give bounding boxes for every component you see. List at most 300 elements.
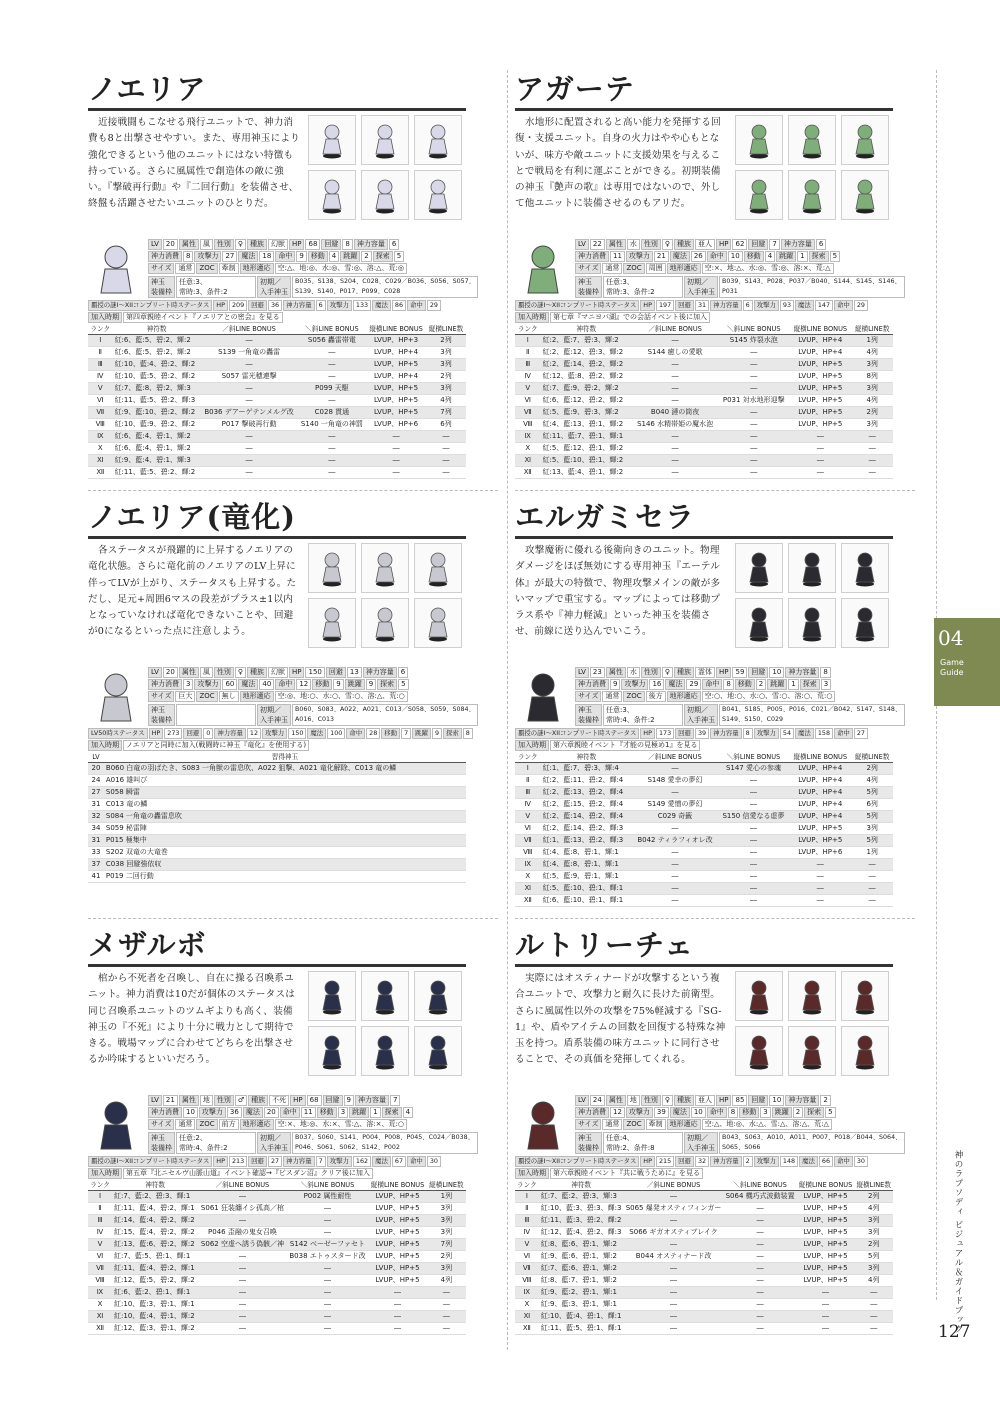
stat-label: 地形適応 (667, 263, 701, 274)
table-cell: ― (789, 431, 851, 443)
unit-sprite (361, 971, 409, 1021)
status-value: 0 (203, 728, 213, 739)
join-label: 加入時期 (88, 740, 122, 751)
table-cell: ― (427, 1299, 466, 1311)
stat-value: 62 (732, 239, 747, 250)
table-cell: ― (287, 1203, 369, 1215)
table-cell: S084 一角竜の轟雷息吹 (104, 811, 466, 823)
row-divider (515, 490, 915, 492)
stat-value: 周囲 (646, 263, 666, 274)
unit-sprite (361, 1026, 409, 1076)
stat-label: 命中 (702, 679, 722, 690)
table-cell: LVUP、HP+5 (368, 1239, 427, 1251)
status-key: 回避 (183, 728, 202, 739)
unit-sprite (788, 598, 836, 648)
table-cell: Ⅶ (515, 1263, 539, 1275)
stat-value: 22 (590, 239, 605, 250)
status-value: 30 (427, 1156, 441, 1167)
table-cell: B038 エトゥスタード改 (287, 1251, 369, 1263)
stat-value: 10 (769, 667, 784, 678)
table-row (515, 431, 893, 443)
column-header: 神符数 (541, 323, 632, 335)
sprite-grid (735, 543, 893, 648)
table-cell: Ⅰ (88, 1191, 112, 1203)
table-cell: ― (718, 883, 789, 895)
unit-sprite (841, 543, 889, 593)
table-cell: ― (298, 395, 367, 407)
stat-value: 4 (765, 251, 775, 262)
table-cell: 3列 (427, 1203, 466, 1215)
table-cell: ― (298, 431, 367, 443)
stat-label: サイズ (148, 263, 174, 274)
table-cell: ― (624, 1215, 724, 1227)
table-cell: 紅:9、藍:3、碧:1、輝:1 (539, 1299, 624, 1311)
table-cell: ― (287, 1263, 369, 1275)
table-cell: ― (201, 335, 298, 347)
table-cell: ― (724, 1263, 797, 1275)
status-value: 173 (656, 728, 674, 739)
gem-row (575, 704, 906, 726)
gem-slot-label: 神玉 装備枠 (148, 704, 175, 726)
table-cell: S057 雷光穂連撃 (201, 371, 298, 383)
table-cell: LVUP、HP+5 (366, 383, 426, 395)
table-cell: A016 雄叫び (104, 775, 466, 787)
table-cell: P031 対水地形迎撃 (718, 395, 789, 407)
stat-label: 神力消費 (575, 679, 609, 690)
chapter-tab[interactable] (934, 618, 1000, 706)
table-row (515, 407, 893, 419)
stat-label: 回避 (321, 239, 341, 250)
stat-value: 6 (816, 239, 826, 250)
stat-value: 幻獣 (268, 239, 288, 250)
table-cell: 2列 (427, 1251, 466, 1263)
table-cell: 紅:5、藍:10、碧:1、輝:2 (541, 455, 632, 467)
status-value: 213 (229, 1156, 247, 1167)
table-cell: ― (718, 455, 789, 467)
table-cell: 2列 (426, 371, 466, 383)
table-row (515, 823, 893, 835)
table-cell: Ⅰ (88, 335, 113, 347)
status-key: HP (640, 1156, 655, 1167)
table-cell: 紅:11、藍:5、碧:2、輝:2 (113, 467, 201, 479)
stat-label: 跳躍 (340, 251, 360, 262)
stat-label: 属性 (606, 239, 626, 250)
status-value: 32 (695, 1156, 709, 1167)
column-header: ／斜LINE BONUS (624, 1179, 724, 1191)
table-cell: 33 (88, 847, 104, 859)
stat-label: 性別 (641, 1095, 661, 1106)
table-cell: 紅:2、藍:7、碧:3、輝:2 (541, 335, 632, 347)
table-cell: 紅:8、藍:6、碧:1、輝:2 (539, 1239, 624, 1251)
table-row (88, 1203, 466, 1215)
column-header: ／斜LINE BONUS (632, 323, 718, 335)
status-value: 197 (656, 300, 674, 311)
unit-sprite (361, 598, 409, 648)
stat-value: 85 (732, 1095, 747, 1106)
table-row (515, 895, 893, 907)
table-cell: ― (632, 395, 718, 407)
stat-value: 8 (728, 1107, 738, 1118)
column-header: ランク (515, 323, 541, 335)
stat-value: 空:◎、地:○、水:○、雪:○、溶:△、荒:○ (275, 691, 408, 702)
stat-label: 属性 (179, 1095, 199, 1106)
stat-value: 11 (301, 1107, 316, 1118)
stat-value: 10 (728, 251, 743, 262)
unit-sprite (361, 115, 409, 165)
table-cell: ― (724, 1251, 797, 1263)
stat-value: 空:×、地:△、水:◎、雪:◎、溶:×、荒:△ (702, 263, 834, 274)
table-cell: Ⅹ (515, 1299, 539, 1311)
status-label: LV50時ステータス (88, 728, 148, 739)
table-row (88, 443, 466, 455)
stat-label: HP (289, 667, 305, 678)
stat-label: 神力容量 (355, 1095, 389, 1106)
table-cell: P046 歪融の鬼女召喚 (198, 1227, 287, 1239)
status-key: HP (213, 1156, 228, 1167)
table-row (515, 1263, 893, 1275)
stat-label: 回避 (748, 667, 768, 678)
table-cell: P019 二回行動 (104, 871, 466, 883)
gem-initial-label: 初期／ 入手神玉 (684, 1132, 718, 1154)
status-value: 54 (780, 728, 794, 739)
table-cell: ― (851, 431, 893, 443)
unit-sprite (414, 115, 462, 165)
table-cell: 紅:10、藍:5、碧:2、輝:2 (113, 371, 201, 383)
table-cell: 紅:6、藍:4、碧:1、輝:2 (113, 431, 201, 443)
column-header: ランク (515, 751, 541, 763)
table-cell: Ⅸ (515, 431, 541, 443)
stat-block (88, 667, 475, 749)
table-cell: 紅:10、藍:4、碧:2、輝:2 (113, 359, 201, 371)
table-row (515, 835, 893, 847)
table-cell: ― (632, 443, 718, 455)
table-cell: C029 奇籤 (632, 811, 718, 823)
status-key: 移動 (381, 728, 400, 739)
table-cell: ― (287, 1215, 369, 1227)
table-cell: 紅:10、藍:9、碧:2、輝:2 (113, 419, 201, 431)
stat-value: 3 (821, 679, 831, 690)
table-cell: ― (632, 859, 718, 871)
stat-value: 27 (222, 251, 237, 262)
gem-initial-label: 初期／ 入手神玉 (257, 276, 291, 298)
table-cell: 3列 (426, 359, 466, 371)
gem-list: B041、S185、P005、P016、C021／B042、S147、S148、S149、S150、C029 (719, 704, 905, 726)
stat-label: 移動 (308, 251, 328, 262)
table-cell: Ⅱ (515, 347, 541, 359)
unit-sprite (361, 170, 409, 220)
table-row (88, 1311, 466, 1323)
stat-row (148, 1107, 414, 1118)
unit-sprite (788, 543, 836, 593)
table-row (515, 763, 893, 775)
table-cell: LVUP、HP+5 (368, 1263, 427, 1275)
join-label: 加入時期 (515, 740, 549, 751)
stat-value: ♀ (235, 667, 246, 678)
table-cell: 4列 (427, 1275, 466, 1287)
rank-table (515, 751, 893, 907)
table-cell: 紅:6、藍:4、碧:1、輝:2 (113, 443, 201, 455)
status-value: 6 (316, 300, 326, 311)
table-cell: 37 (88, 859, 104, 871)
column-header: ランク (88, 1179, 112, 1191)
stat-value: 巨大 (175, 691, 195, 702)
stat-value: 通常 (175, 263, 195, 274)
stat-label: 移動 (739, 1107, 759, 1118)
table-cell: LVUP、HP+5 (368, 1251, 427, 1263)
gem-slot-label: 神玉 装備枠 (148, 276, 175, 298)
stat-label: 種族 (674, 667, 694, 678)
unit-sprite (841, 170, 889, 220)
stat-label: HP (716, 667, 732, 678)
table-row (515, 1203, 893, 1215)
column-header: 神符数 (113, 323, 201, 335)
stat-label: 属性 (606, 667, 626, 678)
unit-portrait (88, 667, 144, 727)
table-cell: ― (632, 371, 718, 383)
stat-label: サイズ (148, 691, 174, 702)
table-cell: ― (724, 1239, 797, 1251)
column-divider (507, 70, 509, 1350)
unit-portrait (515, 239, 571, 299)
status-key: HP (149, 728, 164, 739)
table-cell: ― (298, 455, 367, 467)
table-row (515, 443, 893, 455)
table-row (88, 847, 466, 859)
stat-label: ZOC (623, 263, 644, 274)
table-cell: 紅:10、藍:3、碧:1、輝:1 (112, 1299, 198, 1311)
table-cell: 3列 (427, 1215, 466, 1227)
stat-value: 地 (200, 1095, 213, 1106)
status-value: 67 (392, 1156, 406, 1167)
stat-value: 地 (627, 1095, 640, 1106)
table-cell: Ⅻ (515, 467, 541, 479)
table-cell: Ⅹ (88, 1299, 112, 1311)
chapter-number: 04 (938, 626, 964, 650)
table-cell: ― (718, 383, 789, 395)
stat-row (575, 667, 832, 678)
join-value: 第七章『マニヨパ湖』での会話イベント後に加入 (550, 312, 710, 323)
table-row (515, 383, 893, 395)
table-cell: P017 撃破再行動 (201, 419, 298, 431)
status-value: 273 (164, 728, 182, 739)
stat-value: 7 (390, 1095, 400, 1106)
unit-description: 水地形に配置されると高い能力を発揮する回復・支援ユニット。自身の火力はやや心もとないが、味方や敵ユニットに支援効果を与えることで戦局を有利に運ぶことができる。初期装備の神玉『艶声の歌』は専用ではないので、外して他ユニットに装備させるのもアリだ。 (515, 117, 721, 210)
stat-value: 5 (398, 679, 408, 690)
stat-value: 59 (732, 667, 747, 678)
status-key: 攻撃力 (262, 728, 287, 739)
table-cell: 紅:10、藍:4、碧:1、輝:1 (539, 1311, 624, 1323)
unit-name: アガーテ (515, 72, 635, 106)
stat-value: ♀ (662, 1095, 673, 1106)
status-key: 魔法 (307, 728, 326, 739)
table-row (515, 467, 893, 479)
stat-label: 魔法 (243, 1107, 263, 1118)
stat-row (575, 251, 841, 262)
table-cell: ― (632, 383, 718, 395)
table-cell: ― (198, 1287, 287, 1299)
table-row (88, 383, 466, 395)
table-cell: Ⅺ (515, 455, 541, 467)
table-cell: ― (366, 467, 426, 479)
unit-description: 攻撃魔術に優れる後衛向きのユニット。物理ダメージをほぼ無効にする専用神玉『エーテル体』が最大の特徴で、物理攻撃メインの敵が多いマップで重宝する。マップによっては移動プラス系や『神力軽減』といった神玉を装備させ、前線に送り込んでいこう。 (515, 545, 721, 638)
table-cell: ― (198, 1299, 287, 1311)
table-cell: ― (632, 823, 718, 835)
table-cell: S064 機巧式波動装置 (724, 1191, 797, 1203)
table-row (515, 1191, 893, 1203)
table-cell: ― (797, 1287, 855, 1299)
table-row (515, 775, 893, 787)
unit-entry (515, 70, 901, 479)
table-header (515, 751, 893, 763)
table-cell: LVUP、HP+4 (789, 799, 851, 811)
stat-value: 12 (610, 1107, 625, 1118)
row-divider (515, 918, 915, 920)
table-cell: C038 回避強依収 (104, 859, 466, 871)
table-cell: B036 デアーゲテンメルグ改 (201, 407, 298, 419)
stat-value: 5 (825, 1107, 835, 1118)
title-rule (88, 536, 466, 539)
table-row (515, 1239, 893, 1251)
table-cell: B060 白竜の羽ばたき、S083 一角獣の雷息吹、A022 狙撃、A021 竜化解除、C013 竜の鱗 (104, 763, 466, 775)
status-value: 148 (780, 1156, 798, 1167)
status-value: 150 (288, 728, 306, 739)
stat-value: 2 (756, 679, 766, 690)
table-cell: 紅:9、藍:6、碧:1、輝:2 (539, 1251, 624, 1263)
sprite-grid (308, 971, 466, 1076)
table-cell: 8列 (851, 371, 893, 383)
status-value: 39 (695, 728, 709, 739)
table-cell: 紅:6、藍:5、碧:2、輝:2 (113, 335, 201, 347)
table-cell: 紅:4、藍:8、碧:1、輝:1 (541, 859, 633, 871)
stat-label: 移動 (312, 679, 332, 690)
table-cell: 4列 (854, 1203, 893, 1215)
table-row (88, 1215, 466, 1227)
table-cell: ― (298, 347, 367, 359)
table-cell: Ⅱ (88, 1203, 112, 1215)
column-header: 習得神玉 (104, 751, 466, 763)
stat-value: 18 (259, 251, 274, 262)
stat-label: 跳躍 (772, 1107, 792, 1118)
column-header: ＼斜LINE BONUS (718, 751, 789, 763)
table-cell: LVUP、HP+5 (366, 359, 426, 371)
table-cell: Ⅶ (88, 1263, 112, 1275)
stat-label: 性別 (641, 239, 661, 250)
table-cell: 紅:12、藍:5、碧:2、輝:2 (112, 1275, 198, 1287)
gem-slot-value: 任意:4、 常時:2、条件:8 (603, 1132, 683, 1154)
stat-value: 9 (296, 251, 306, 262)
status-key: 回避 (248, 300, 267, 311)
table-cell: 4列 (851, 347, 893, 359)
stat-label: 神力容量 (354, 239, 388, 250)
column-header: 縦横LINE BONUS (368, 1179, 427, 1191)
unit-sprite (841, 115, 889, 165)
unit-intro (515, 115, 893, 235)
table-cell: 紅:5、藍:9、碧:3、輝:2 (541, 407, 632, 419)
table-cell: 3列 (854, 1215, 893, 1227)
gem-slot-value (176, 704, 256, 726)
status-label: 覇授の謎I〜XIIコンプリート時ステータス (515, 728, 639, 739)
unit-portrait (88, 239, 144, 299)
stat-value: 4 (329, 251, 339, 262)
table-cell: ― (632, 883, 718, 895)
table-cell: Ⅻ (88, 467, 113, 479)
status-key: 魔法 (372, 300, 391, 311)
stat-label: 性別 (641, 667, 661, 678)
table-cell: ― (789, 443, 851, 455)
stat-value: 40 (259, 679, 274, 690)
status-value: 29 (854, 300, 868, 311)
table-cell: ― (632, 335, 718, 347)
unit-sprite (414, 170, 462, 220)
table-cell: 34 (88, 823, 104, 835)
table-row (88, 419, 466, 431)
table-cell: LVUP、HP+5 (789, 835, 851, 847)
table-cell: ― (624, 1275, 724, 1287)
table-cell: ― (368, 1299, 427, 1311)
table-cell: Ⅹ (88, 443, 113, 455)
table-cell: ― (366, 443, 426, 455)
stat-value: 39 (654, 1107, 669, 1118)
table-cell: Ⅸ (88, 431, 113, 443)
table-cell: ― (724, 1287, 797, 1299)
side-title: 神のラプソディ ビジュアル＆ガイドブック (953, 1150, 963, 1335)
table-cell: S062 空虚へ誘う偽骸／神 (198, 1239, 287, 1251)
stat-label: 探索 (373, 251, 393, 262)
table-cell: LVUP、HP+5 (368, 1215, 427, 1227)
table-row (88, 1191, 466, 1203)
table-cell: 紅:9、藍:10、碧:2、輝:2 (113, 407, 201, 419)
table-cell: Ⅺ (88, 455, 113, 467)
status-key: 魔法 (795, 728, 814, 739)
table-row (88, 1287, 466, 1299)
stat-value: 9 (610, 679, 620, 690)
table-cell: S150 信愛なる虚夢 (718, 811, 789, 823)
table-cell: ― (724, 1323, 797, 1335)
table-cell: LVUP、HP+5 (368, 1191, 427, 1203)
unit-entry (88, 70, 475, 479)
stat-label: LV (575, 1095, 589, 1106)
table-cell: 紅:12、藍:4、碧:2、輝:3 (539, 1227, 624, 1239)
table-cell: 3列 (427, 1263, 466, 1275)
stat-label: HP (289, 239, 305, 250)
table-cell: S146 水精帯姫の魔水泡 (632, 419, 718, 431)
stat-value: 通常 (602, 691, 622, 702)
stat-value: 空:△、地:◎、水:◎、雪:◎、溶:△、荒:◎ (275, 263, 407, 274)
table-cell: 3列 (851, 383, 893, 395)
table-cell: S148 愛幸の夢幻 (632, 775, 718, 787)
table-cell: 紅:9、藍:2、碧:1、輝:1 (539, 1287, 624, 1299)
table-cell: 4列 (851, 395, 893, 407)
table-cell: 2列 (851, 763, 893, 775)
table-cell: ― (198, 1275, 287, 1287)
column-header: 神符数 (541, 751, 633, 763)
stat-value: 3 (183, 679, 193, 690)
unit-sprite (308, 971, 356, 1021)
table-cell: 紅:7、藍:6、碧:1、輝:2 (539, 1263, 624, 1275)
status-value: 158 (815, 728, 833, 739)
table-cell: LVUP、HP+6 (789, 847, 851, 859)
table-cell: 1列 (427, 1191, 466, 1203)
join-label: 加入時期 (515, 312, 549, 323)
sprite-grid (308, 115, 466, 220)
title-rule (515, 536, 893, 539)
stat-block (515, 1095, 902, 1177)
stat-value: 13 (347, 667, 362, 678)
unit-description: 実際にはオスティナードが攻撃するという複合ユニットで、攻撃力と耐久に長けた前衛型。さらに風属性以外の攻撃を75%軽減する『SG-1』や、盾やアイテムの回数を回復する特殊な神玉を持つ。盾系装備の味方ユニットに同行させることで、その真価を発揮してくれる。 (515, 973, 726, 1066)
stat-value: 5 (830, 251, 840, 262)
stat-label: LV (575, 667, 589, 678)
stat-label: 移動 (735, 679, 755, 690)
